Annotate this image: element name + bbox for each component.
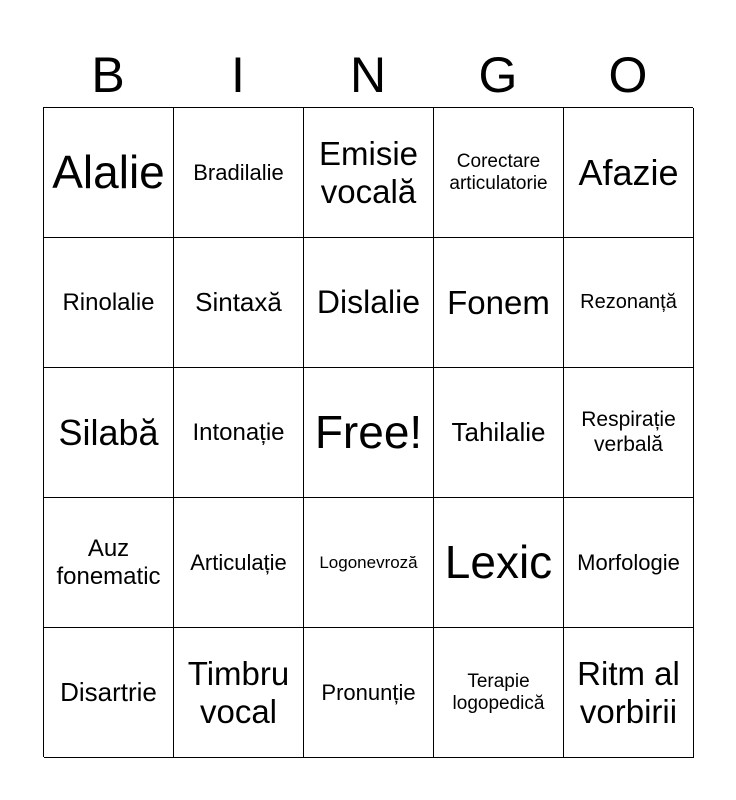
header-letter-o: O bbox=[608, 47, 648, 103]
bingo-cell-r1-c1[interactable]: Alalie bbox=[44, 108, 174, 238]
bingo-cell-r2-c5[interactable]: Rezonanță bbox=[564, 238, 694, 368]
bingo-header bbox=[43, 46, 693, 104]
bingo-cell-r1-c3[interactable]: Emisie vocală bbox=[304, 108, 434, 238]
bingo-cell-r5-c1[interactable]: Disartrie bbox=[44, 628, 174, 758]
bingo-cell-r5-c2[interactable]: Timbru vocal bbox=[174, 628, 304, 758]
bingo-cell-free[interactable]: Free! bbox=[304, 368, 434, 498]
header-letter-i: I bbox=[231, 47, 245, 103]
bingo-cell-r3-c1[interactable]: Silabă bbox=[44, 368, 174, 498]
bingo-cell-r1-c5[interactable]: Afazie bbox=[564, 108, 694, 238]
bingo-cell-r2-c1[interactable]: Rinolalie bbox=[44, 238, 174, 368]
bingo-board bbox=[43, 107, 693, 757]
bingo-cell-r4-c3[interactable]: Logonevroză bbox=[304, 498, 434, 628]
bingo-cell-r3-c5[interactable]: Respirație verbală bbox=[564, 368, 694, 498]
bingo-cell-r4-c1[interactable]: Auz fonematic bbox=[44, 498, 174, 628]
bingo-cell-r2-c2[interactable]: Sintaxă bbox=[174, 238, 304, 368]
bingo-cell-r3-c2[interactable]: Intonație bbox=[174, 368, 304, 498]
bingo-cell-r2-c3[interactable]: Dislalie bbox=[304, 238, 434, 368]
bingo-cell-r5-c4[interactable]: Terapie logopedică bbox=[434, 628, 564, 758]
header-letter-b: B bbox=[91, 47, 125, 103]
bingo-cell-r4-c4[interactable]: Lexic bbox=[434, 498, 564, 628]
header-letter-g: G bbox=[478, 47, 518, 103]
bingo-cell-r1-c2[interactable]: Bradilalie bbox=[174, 108, 304, 238]
bingo-cell-r5-c3[interactable]: Pronunție bbox=[304, 628, 434, 758]
bingo-cell-r1-c4[interactable]: Corectare articulatorie bbox=[434, 108, 564, 238]
bingo-cell-r4-c2[interactable]: Articulație bbox=[174, 498, 304, 628]
bingo-cell-r3-c4[interactable]: Tahilalie bbox=[434, 368, 564, 498]
bingo-cell-r4-c5[interactable]: Morfologie bbox=[564, 498, 694, 628]
bingo-cell-r2-c4[interactable]: Fonem bbox=[434, 238, 564, 368]
header-letter-n: N bbox=[349, 47, 387, 103]
bingo-cell-r5-c5[interactable]: Ritm al vorbirii bbox=[564, 628, 694, 758]
